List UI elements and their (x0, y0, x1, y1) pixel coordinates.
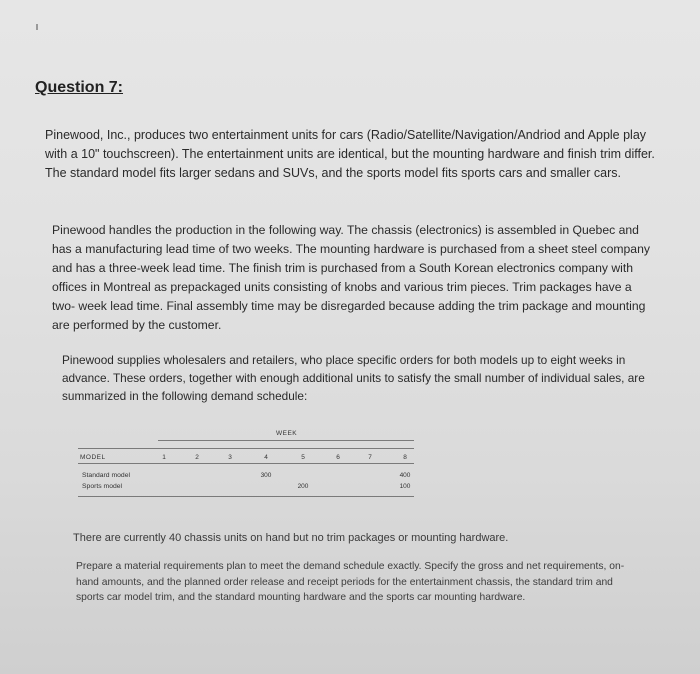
week-header: WEEK (276, 430, 298, 437)
week-number: 8 (403, 454, 407, 461)
week-number: 1 (162, 454, 166, 461)
demand-cell: 300 (260, 472, 272, 479)
demand-cell: 400 (399, 472, 411, 479)
row-label: Standard model (82, 472, 130, 479)
week-number: 4 (264, 454, 268, 461)
week-number: 7 (368, 454, 372, 461)
week-number: 2 (195, 454, 199, 461)
demand-cell: 100 (399, 483, 411, 490)
demand-schedule-table (78, 428, 414, 498)
week-number: 3 (228, 454, 232, 461)
week-number: 6 (336, 454, 340, 461)
paragraph-demand-intro: Pinewood supplies wholesalers and retailers, who place specific orders for both models up to eight weeks in advance. These orders, together with enough additional units to satisfy the small number of individual sales, are summarized in the following demand schedule: (62, 353, 645, 403)
header-bottom-rule (78, 463, 414, 464)
paragraph-inventory-note: There are currently 40 chassis units on hand but no trim packages or mounting hardware. (73, 532, 509, 544)
demand-cell: 200 (297, 483, 309, 490)
paragraph-product-description: Pinewood, Inc., produces two entertainment units for cars (Radio/Satellite/Navigation/Andriod and Apple play with a 10" touchscreen). The entertainment units are identical, but the mounting hardware and finish trim differ. The standard model fits larger sedans and SUVs, and the sports model fits sports cars and smaller cars. (45, 128, 655, 180)
table-top-rule (78, 448, 414, 449)
question-title: Question 7: (35, 79, 124, 96)
week-number: 5 (301, 454, 305, 461)
model-header: MODEL (80, 454, 106, 461)
table-bottom-rule (78, 496, 414, 497)
page-mark (36, 24, 38, 30)
paragraph-task: Prepare a material requirements plan to meet the demand schedule exactly. Specify the gross and net requirements, on-hand amounts, and the planned order release and receipt periods for the entertainment chassis, the standard trim and sports car model trim, and the standard mounting hardware and the sports car mounting hardware. (76, 561, 625, 603)
row-label: Sports model (82, 483, 123, 490)
paragraph-production-process: Pinewood handles the production in the following way. The chassis (electronics) is assembled in Quebec and has a manufacturing lead time of two weeks. The mounting hardware is purchased from a sheet steel company and has a three-week lead time. The finish trim is purchased from a South Korean electronics company with offices in Montreal as prepackaged units consisting of knobs and various trim pieces. Trim packages have a two- week lead time. Final assembly time may be disregarded because adding the trim package and mounting are performed by the customer. (52, 223, 650, 332)
week-header-rule (158, 440, 414, 441)
